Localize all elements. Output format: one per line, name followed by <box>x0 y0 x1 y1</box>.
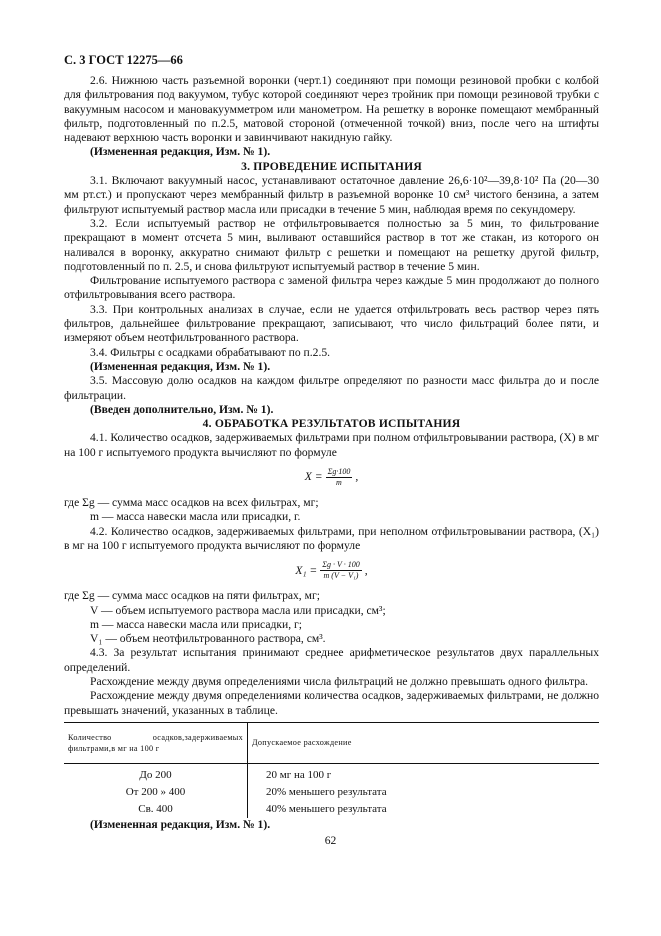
table-row <box>64 763 599 784</box>
paragraph-4-3-a: Расхождение между двумя определениями числа фильтраций не должно превышать одного фильтра. <box>90 674 589 688</box>
paragraph-4-3-b: Расхождение между двумя определениями количества осадков, задерживаемых фильтрами, не должно превышать значений, указанных в таблице. <box>64 689 599 717</box>
formula-tail: , <box>355 470 359 484</box>
formula-legend: V — объем испытуемого раствора масла или присадки, см³; <box>90 603 386 617</box>
table-row <box>64 784 599 801</box>
paragraph-4-3: 4.3. За результат испытания принимают среднее арифметическое результатов двух параллельных определений. <box>64 646 599 674</box>
formula-tail: , <box>364 563 368 577</box>
formula-denominator: m (V − V₁) <box>323 571 359 581</box>
section-4-title: 4. ОБРАБОТКА РЕЗУЛЬТАТОВ ИСПЫТАНИЯ <box>202 417 461 431</box>
table-cell-quantity: От 200 » 400 <box>64 784 248 801</box>
paragraph-4-2: 4.2. Количество осадков, задерживаемых фильтрами, при неполном отфильтровывании раствора, (X₁) в мг на 100 г испытуемого продукта вычисляют по формуле <box>64 524 599 552</box>
formula-lhs: X = <box>304 470 323 484</box>
section-3-title: 3. ПРОВЕДЕНИЕ ИСПЫТАНИЯ <box>241 159 422 173</box>
amendment-note: (Измененная редакция, Изм. № 1). <box>90 145 271 159</box>
paragraph-3-2-cont: Фильтрование испытуемого раствора с заменой фильтра через каждые 5 мин продолжают до полного отфильтровывания всего раствора. <box>64 274 599 302</box>
amendment-note: (Измененная редакция, Изм. № 1). <box>90 359 271 373</box>
table-cell-tolerance: 20 мг на 100 г <box>266 768 332 781</box>
formula-denominator: m <box>336 478 342 488</box>
formula-legend: где Σg — сумма масс осадков на всех фильтрах, мг; <box>64 496 319 510</box>
table-cell-tolerance: 40% меньшего результата <box>266 802 387 815</box>
paragraph-3-4: 3.4. Фильтры с осадками обрабатывают по п.2.5. <box>90 345 331 359</box>
paragraph-2-6: 2.6. Нижнюю часть разъемной воронки (черт.1) соединяют при помощи резиновой пробки с колбой для фильтрования под вакуумом, тубус которой соединяют через тройник при помощи резиновой трубки с вакуумным насосом и мановакуумметром или манометром. На решетку в воронке помещают мембранный фильтр, подготовленный по п.2.5, матовой стороной (отмеченной точкой) вниз, после чего на штифты надевают верхнюю часть воронки и завинчивают накидную гайку. <box>64 74 599 145</box>
table-cell-quantity: До 200 <box>64 763 248 784</box>
document-body <box>64 74 599 832</box>
table-row <box>64 801 599 818</box>
formula-legend: где Σg — сумма масс осадков на пяти фильтрах, мг; <box>64 589 320 603</box>
formula-numerator: Σg · V · 100 <box>322 560 360 570</box>
formula-numerator: Σg·100 <box>327 467 351 477</box>
page-number: 62 <box>324 834 337 847</box>
formula-x <box>64 467 599 488</box>
paragraph-4-1: 4.1. Количество осадков, задерживаемых фильтрами при полном отфильтровывании раствора, (X) в мг на 100 г испытуемого продукта вычисляют по формуле <box>64 431 599 459</box>
formula-legend: V₁ — объем неотфильтрованного раствора, см³. <box>90 632 326 646</box>
paragraph-3-2: 3.2. Если испытуемый раствор не отфильтровывается полностью за 5 мин, то фильтрование прекращают в момент отсчета 5 мин, выливают оставшийся раствор в тот же стакан, из которого он наливался в воронку, аккуратно снимают фильтр с решетки и помещают на решетку другой фильтр, подготовленный по п. 2.5, и снова фильтруют испытуемый раствор в течение 5 мин. <box>64 216 599 273</box>
formula-legend: m — масса навески масла или присадки, г; <box>90 617 302 631</box>
table-header-tolerance: Допускаемое расхождение <box>248 722 600 763</box>
page-header: С. 3 ГОСТ 12275—66 <box>64 53 183 67</box>
amendment-note: (Измененная редакция, Изм. № 1). <box>90 817 271 831</box>
paragraph-3-1: 3.1. Включают вакуумный насос, устанавливают остаточное давление 26,6·10²—39,8·10² Па (20—30 мм рт.ст.) и пропускают через мембранный фильтр в разъемной воронке 10 см³ чистого бензина, а затем фильтруют испытуемый раствор масла или присадки в течение 5 мин, наблюдая время по секундомеру. <box>64 174 599 216</box>
amendment-note: (Введен дополнительно, Изм. № 1). <box>90 402 274 416</box>
paragraph-3-3: 3.3. При контрольных анализах в случае, если не удается отфильтровать весь раствор через пять фильтров, дальнейшее фильтрование прекращают, записывают, что число фильтраций более пяти, и измеряют объем неотфильтрованного раствора. <box>64 302 599 345</box>
table-cell-tolerance: 20% меньшего результата <box>266 785 387 798</box>
tolerance-table <box>64 722 599 818</box>
formula-fraction <box>320 560 362 581</box>
formula-x1 <box>64 560 599 581</box>
paragraph-3-5: 3.5. Массовую долю осадков на каждом фильтре определяют по разности масс фильтра до и после фильтрации. <box>64 374 599 402</box>
table-cell-quantity: Св. 400 <box>64 801 248 818</box>
formula-lhs: X₁ = <box>295 563 318 577</box>
table-header-quantity: Количество осадков,задерживаемых фильтрами,в мг на 100 г <box>64 722 248 763</box>
formula-legend: m — масса навески масла или присадки, г. <box>90 510 301 524</box>
formula-fraction <box>326 467 353 488</box>
table-header-row <box>64 722 599 763</box>
